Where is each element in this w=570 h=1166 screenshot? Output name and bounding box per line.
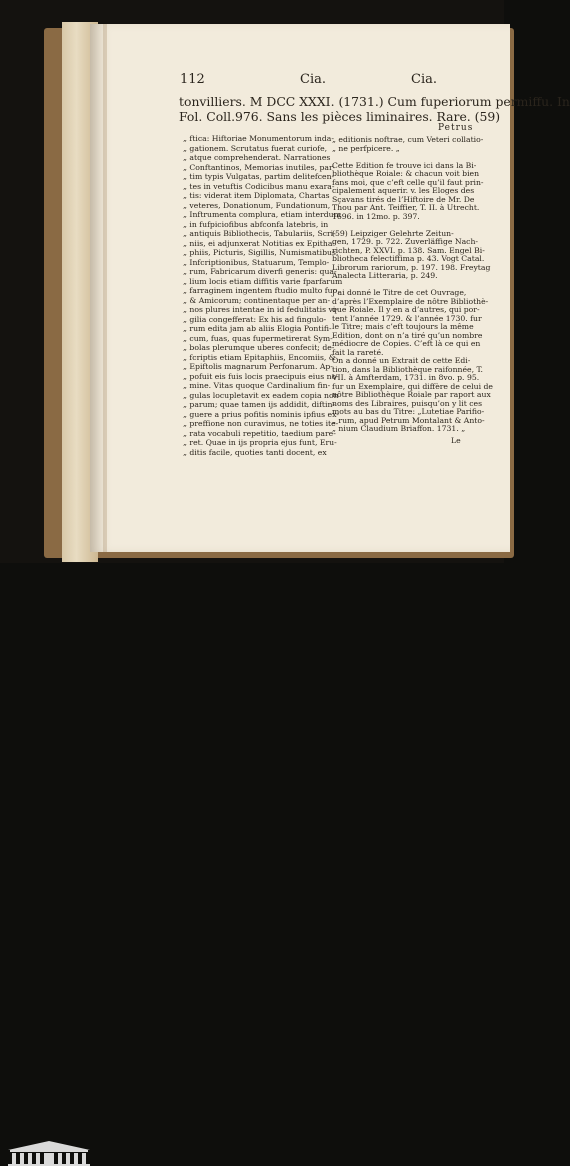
right-column-line: tent l’année 1729. & l’année 1730. fur [332,313,482,323]
left-column-line: „ guere a prius pofitis nominis ipfius ex- [183,409,339,419]
right-column-line: nôtre Bibliothèque Roiale par raport aux [332,390,491,399]
book-scan [0,0,570,563]
left-column-line: „ rum edita jam ab aliis Elogia Pontifi- [183,324,332,333]
right-column-line: „ nium Claudium Briaffon. 1731. „ [332,424,466,433]
left-column-line: „ pofuit eis fuis locis praecipuis eius no- [183,371,339,381]
right-column-line: „ editionis noftrae, cum Veteri collatio- [332,135,484,144]
right-column-line: On a donné un Extrait de cette Edi- [332,356,471,365]
right-column-line: noms des Libraires, puisqu’on y lit ces [332,398,483,408]
left-column-line: „ gulas locupletavit ex eadem copia non [183,390,339,400]
left-column-line: „ atque comprehenderat. Narrationes [183,153,331,162]
section-heading: Petrus [438,123,474,133]
page-gutter [103,24,107,552]
left-column-line: „ parum; quae tamen ijs addidit, diftin- [183,400,336,409]
left-column-line: „ farraginem ingentem ftudio multo fuo, [183,286,340,295]
right-column-line: „ ne perfpicere. „ [332,143,400,153]
right-column-line: Cette Edition fe trouve ici dans la Bi- [332,160,477,170]
right-column-line: que Roiale. Il y en a d’autres, qui por- [332,305,480,314]
right-column-line: Thou par Ant. Teiffier, T. II. à Utrecht. [332,203,480,212]
left-column-line: „ rata vocabuli repetitio, taedium pare- [183,428,336,438]
left-column-line: „ Inftrumenta complura, etiam interdum [183,210,341,219]
left-column-line: „ mine. Vitas quoque Cardinalium fin- [183,381,331,390]
left-column-line: „ antiquis Bibliothecis, Tabulariis, Scri- [183,229,336,238]
left-column-line: „ ret. Quae in ijs propria ejus funt, Eru- [183,438,337,447]
left-column-line: „ niis, ei adjunxerat Notitias ex Epitha- [183,238,336,248]
left-column-line: „ fcriptis etiam Epitaphiis, Encomiis, & [183,352,336,362]
right-column-line: le Titre; mais c’eft toujours la même [332,322,474,331]
right-column-line: médiocre de Copies. C’eft là ce qui en [332,339,481,348]
page-number: 112 [180,72,205,87]
right-column-line: d’après l’Exemplaire de nôtre Bibliothè- [332,296,489,306]
left-column-line: „ Conftantinos, Memorias inutiles, par- [183,162,336,172]
left-column-line: „ in fufpiciofibus abfconfa latebris, in [183,219,329,229]
right-column-line: (59) Leipziger Gelehrte Zeitun- [332,228,454,238]
left-column-line: „ rum, Fabricarum diverfi generis: qua- [183,267,337,276]
intro-line: tonvilliers. M DCC XXXI. (1731.) Cum fuperiorum permiffu. In [179,94,570,109]
right-column-line: gen, 1729. p. 722. Zuverläffige Nach- [332,237,479,246]
right-column-line: fans moi, que c’eft celle qu’il faut prin- [332,177,484,187]
left-column-line: „ tes in vetuftis Codicibus manu exara- [183,181,335,191]
catchword: Le [451,436,461,445]
left-column-line: „ gationem. Scrutatus fuerat curiofe, [183,143,328,153]
right-column-line: „ rum, apud Petrum Montalant & Anto- [332,415,485,425]
left-column-line: „ bolas plerumque uberes confecit; de- [183,343,335,352]
right-column-line: J’ai donné le Titre de cet Ouvrage, [332,288,467,297]
right-column-line: Analecta Litteraria, p. 249. [332,271,438,280]
right-column-line: Sçavans tirés de l’Hiftoire de Mr. De [332,194,475,204]
right-column-line: Edition, dont on n’a tiré qu’un nombre [332,330,483,340]
left-column-line: „ Infcriptionibus, Statuarum, Templo- [183,257,330,267]
right-column-line: mots au bas du Titre: „Lutetiae Parifio- [332,407,485,416]
library-building-icon [6,1140,92,1166]
right-column-line: cipalement aquerir. v. les Eloges des [332,186,475,195]
left-column-line: „ gilia congefferat: Ex his ad fingulo- [183,314,327,324]
left-running-head: Cia. [300,72,326,87]
left-column-line: „ tim typis Vulgatas, partim delitefcen- [183,172,335,181]
left-column-line: „ nos plures intentae in id fedulitatis vi- [183,305,338,314]
left-column-line: „ tis: viderat item Diplomata, Chartas [183,191,330,200]
right-column-line: richten, P. XXVI. p. 138. Sam. Engel Bi- [332,245,485,255]
left-column-line: „ veteres, Donationum, Fundationum, [183,200,331,210]
right-column-line: bliothèque Roiale: & chacun voit bien [332,169,480,178]
right-column-line: 1696. in 12mo. p. 397. [332,211,420,221]
left-column-line: „ preffione non curavimus, ne toties ite- [183,419,339,428]
left-column-line: „ phiis, Picturis, Sigillis, Numismatibus, [183,248,339,257]
footer-bar [0,563,504,605]
left-column-line: „ lium locis etiam diffitis varie fparfarum [183,276,343,286]
left-column-line: „ cum, fuas, quas fupermetirerat Sym- [183,333,333,343]
left-column-line: „ Epiftolis magnarum Perfonarum. Ap- [183,362,333,371]
right-running-head: Cia. [411,72,437,87]
right-column-line: bliotheca felectiffima p. 43. Vogt Catal. [332,254,485,263]
intro-line: Fol. Coll.976. Sans les pièces liminaires. Rare. (59) [179,109,501,124]
right-column-line: Librorum rariorum, p. 197. 198. Freytag [332,262,491,272]
right-column-line: fur un Exemplaire, qui diffère de celui de [332,381,493,391]
left-column-line: „ ftica: Hiftoriae Monumentorum inda- [183,134,334,143]
right-column-line: fait la rareté. [332,347,384,357]
right-column-line: VII. à Amfterdam, 1731. in 8vo. p. 95. [332,373,480,382]
right-column-line: tion, dans la Bibliothèque raifonnée, T. [332,364,483,374]
left-column-line: „ & Amicorum; continentaque per an- [183,295,331,305]
left-column-line: „ ditis facile, quoties tanti docent, ex [183,447,327,457]
